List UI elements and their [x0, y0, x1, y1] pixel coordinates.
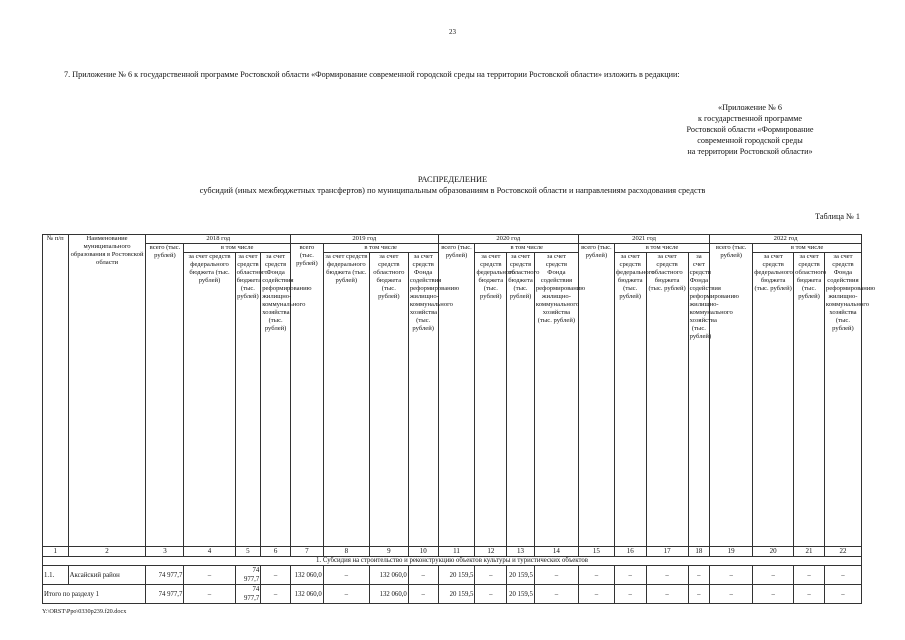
row-cell: –: [534, 585, 578, 604]
header-row-group: [43, 244, 862, 253]
header-fund: за счет средств Фонда содействия реформированию жилищно-коммунального хозяйства (тыс. рублей): [824, 253, 861, 547]
section-title: 1. Субсидия на строительство и реконструкцию объектов культуры и туристических объектов: [43, 557, 862, 566]
column-number: 8: [323, 547, 369, 557]
row-cell: –: [534, 566, 578, 585]
header-year: 2022 год: [710, 235, 862, 244]
header-total: всего (тыс. рублей): [290, 244, 323, 547]
column-number: 21: [794, 547, 825, 557]
row-cell: 20 159,5: [438, 566, 475, 585]
row-cell: –: [688, 585, 710, 604]
row-cell: 132 060,0: [369, 566, 408, 585]
row-cell: 20 159,5: [507, 585, 535, 604]
column-number: 2: [68, 547, 146, 557]
header-total: всего (тыс. рублей): [578, 244, 614, 547]
table-label: Таблица № 1: [815, 212, 860, 221]
row-cell: –: [408, 566, 438, 585]
column-number: 3: [146, 547, 184, 557]
column-number: 19: [710, 547, 753, 557]
column-number: 4: [184, 547, 235, 557]
appendix-line: современной городской среды: [697, 136, 803, 145]
column-number: 14: [534, 547, 578, 557]
column-number: 10: [408, 547, 438, 557]
distribution-table: [42, 234, 876, 604]
column-number: 17: [646, 547, 688, 557]
row-cell: 20 159,5: [438, 585, 475, 604]
row-cell: –: [824, 566, 861, 585]
header-total: всего (тыс. рублей): [438, 244, 475, 547]
column-number: 22: [824, 547, 861, 557]
row-cell: –: [710, 566, 753, 585]
row-cell: 74 977,7: [235, 566, 261, 585]
column-number: 7: [290, 547, 323, 557]
column-number: 12: [475, 547, 507, 557]
row-cell: –: [753, 566, 794, 585]
appendix-line: на территории Ростовской области»: [687, 147, 813, 156]
column-number: 11: [438, 547, 475, 557]
row-cell: –: [646, 566, 688, 585]
header-fund: за счет средств Фонда содействия реформированию жилищно-коммунального хозяйства (тыс. рублей): [688, 253, 710, 547]
row-cell: –: [614, 566, 646, 585]
row-cell: –: [753, 585, 794, 604]
page-number: 23: [449, 28, 456, 36]
row-cell: –: [794, 585, 825, 604]
appendix-line: Ростовской области «Формирование: [686, 125, 814, 134]
header-total: всего (тыс. рублей): [710, 244, 753, 547]
header-row-years: [43, 235, 862, 244]
row-name: Итого по разделу 1: [43, 585, 146, 604]
header-regional: за счет средств областного бюджета (тыс. рублей): [369, 253, 408, 547]
header-in-total: в том числе: [323, 244, 438, 253]
column-number: 13: [507, 547, 535, 557]
row-no: 1.1.: [43, 566, 69, 585]
header-federal: за счет средств федерального бюджета (тыс. рублей): [475, 253, 507, 547]
row-cell: –: [824, 585, 861, 604]
row-cell: –: [261, 585, 291, 604]
row-cell: –: [261, 566, 291, 585]
row-cell: –: [323, 566, 369, 585]
row-cell: –: [184, 585, 235, 604]
row-cell: –: [578, 585, 614, 604]
row-cell: 74 977,7: [146, 585, 184, 604]
header-federal: за счет средств федерального бюджета (тыс. рублей): [614, 253, 646, 547]
row-cell: –: [688, 566, 710, 585]
column-number-row: [43, 547, 862, 557]
row-cell: 132 060,0: [290, 585, 323, 604]
row-cell: –: [710, 585, 753, 604]
column-number: 16: [614, 547, 646, 557]
row-cell: 74 977,7: [235, 585, 261, 604]
row-cell: –: [578, 566, 614, 585]
column-number: 9: [369, 547, 408, 557]
header-in-total: в том числе: [475, 244, 579, 253]
header-year: 2019 год: [290, 235, 438, 244]
document-title: РАСПРЕДЕЛЕНИЕ: [417, 175, 488, 184]
header-fund: за счет средств Фонда содействия реформированию жилищно-коммунального хозяйства (тыс. рублей): [534, 253, 578, 547]
header-regional: за счет средств областного бюджета (тыс. рублей): [794, 253, 825, 547]
section-row: [43, 557, 862, 566]
header-fund: за счет средств Фонда содействия реформированию жилищно-коммунального хозяйства (тыс. рублей): [261, 253, 291, 547]
footer-file-path: Y:\ORST\Ppo\0330p239.f20.docx: [42, 608, 127, 615]
table-row-total: [43, 585, 862, 604]
row-cell: –: [646, 585, 688, 604]
row-cell: –: [184, 566, 235, 585]
column-number: 5: [235, 547, 261, 557]
header-fund: за счет средств Фонда содействия реформированию жилищно-коммунального хозяйства (тыс. рублей): [408, 253, 438, 547]
header-federal: за счет средств федерального бюджета (тыс. рублей): [184, 253, 235, 547]
row-cell: –: [794, 566, 825, 585]
row-cell: –: [323, 585, 369, 604]
header-regional: за счет средств областного бюджета (тыс. рублей): [235, 253, 261, 547]
header-in-total: в том числе: [753, 244, 862, 253]
column-number: 20: [753, 547, 794, 557]
table-row: [43, 566, 862, 585]
header-federal: за счет средств федерального бюджета (тыс. рублей): [753, 253, 794, 547]
row-cell: 132 060,0: [290, 566, 323, 585]
header-year: 2021 год: [578, 235, 709, 244]
appendix-note: [640, 102, 860, 157]
column-number: 15: [578, 547, 614, 557]
row-cell: 20 159,5: [507, 566, 535, 585]
document-title-block: [0, 174, 905, 196]
header-total: всего (тыс. рублей): [146, 244, 184, 547]
row-cell: –: [408, 585, 438, 604]
header-regional: за счет средств областного бюджета (тыс. рублей): [646, 253, 688, 547]
appendix-line: «Приложение № 6: [717, 103, 783, 112]
appendix-line: к государственной программе: [697, 114, 803, 123]
row-cell: –: [614, 585, 646, 604]
header-in-total: в том числе: [614, 244, 709, 253]
header-year: 2018 год: [146, 235, 291, 244]
row-cell: 132 060,0: [369, 585, 408, 604]
column-number: 6: [261, 547, 291, 557]
row-name: Аксайский район: [68, 566, 146, 585]
row-cell: –: [475, 566, 507, 585]
column-number: 1: [43, 547, 69, 557]
intro-paragraph: 7. Приложение № 6 к государственной программе Ростовской области «Формирование современной городской среды на территории Ростовской области» изложить в редакции:: [64, 70, 680, 79]
header-federal: за счет средств федерального бюджета (тыс. рублей): [323, 253, 369, 547]
header-regional: за счет средств областного бюджета (тыс. рублей): [507, 253, 535, 547]
row-cell: 74 977,7: [146, 566, 184, 585]
column-number: 18: [688, 547, 710, 557]
header-name: Наименование муниципального образования в Ростовской области: [68, 235, 146, 547]
document-subtitle: субсидий (иных межбюджетных трансфертов) по муниципальным образованиям в Ростовской области и направлениям расходования средств: [199, 186, 706, 195]
header-year: 2020 год: [438, 235, 578, 244]
header-in-total: в том числе: [184, 244, 291, 253]
header-no: № п/п: [43, 235, 69, 547]
row-cell: –: [475, 585, 507, 604]
